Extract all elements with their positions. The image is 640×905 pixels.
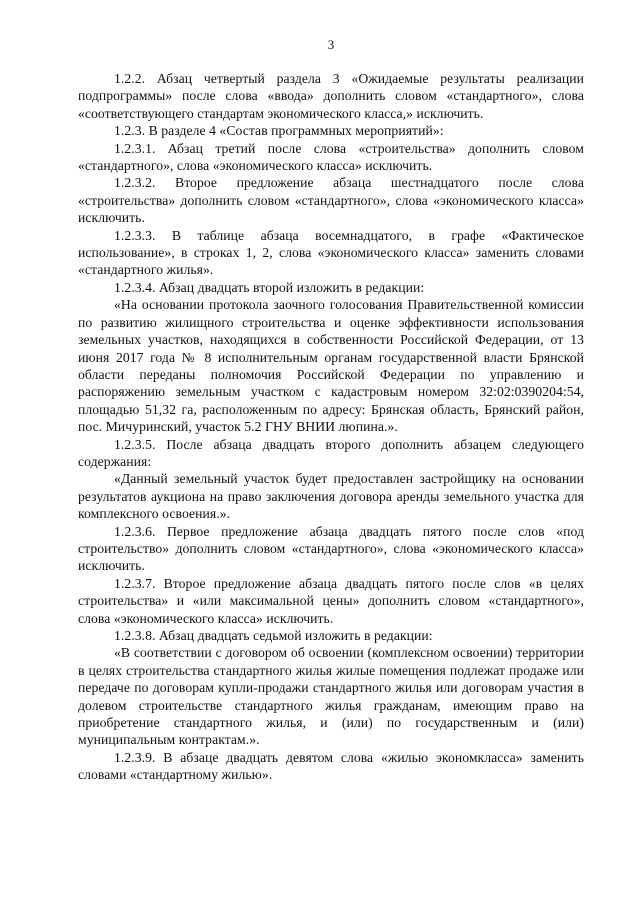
- paragraph-1-2-3-6: 1.2.3.6. Первое предложение абзаца двадцать пятого после слов «под строительство» дополнить словом «стандартного», слова «экономического класса» исключить.: [78, 523, 584, 574]
- paragraph-1-2-3-9: 1.2.3.9. В абзаце двадцать девятом слова «жилью экономкласса» заменить словами «стандартному жилью».: [78, 749, 584, 783]
- page-number: 3: [327, 37, 335, 52]
- paragraph-1-2-3-4: 1.2.3.4. Абзац двадцать второй изложить в редакции:: [114, 279, 425, 295]
- quoted-paragraph-new: «Данный земельный участок будет предоставлен застройщику на основании результатов аукциона на право заключения договора аренды земельного участка для комплексного освоения.».: [78, 471, 584, 522]
- quoted-paragraph-27: «В соответствии с договором об освоении (комплексном освоении) территории в целях строительства стандартного жилья жилые помещения подлежат продаже или передаче по договорам купли-продажи стандартного жилья или договорам участия в долевом строительстве стандартного жилья гражданам, имеющим право на приобретение стандартного жилья, и (или) по государственным и (или) муниципальным контрактам.».: [78, 645, 584, 748]
- document-page: [78, 36, 584, 784]
- paragraph-1-2-3-8: 1.2.3.8. Абзац двадцать седьмой изложить в редакции:: [114, 628, 433, 643]
- paragraph-1-2-3-5: 1.2.3.5. После абзаца двадцать второго дополнить абзацем следующего содержания:: [78, 436, 584, 469]
- paragraph-1-2-3: 1.2.3. В разделе 4 «Состав программных мероприятий»:: [114, 123, 444, 139]
- paragraph-1-2-2: 1.2.2. Абзац четвертый раздела 3 «Ожидаемые результаты реализации подпрограммы» после слова «ввода» дополнить словом «стандартного», слова «соответствующего стандартам экономического класса,» исключить.: [78, 71, 584, 121]
- paragraph-1-2-3-2: 1.2.3.2. Второе предложение абзаца шестнадцатого после слова «строительства» дополнить словом «стандартного», слова «экономического класса» исключить.: [78, 175, 584, 226]
- quoted-paragraph-22: «На основании протокола заочного голосования Правительственной комиссии по развитию жилищного строительства и оценке эффективности использования земельных участков, находящихся в собственности Российской Федерации, от 13 июня 2017 года № 8 исполнительным органам государственной власти Брянской области переданы полномочия Российской Федерации по управлению и распоряжению земельным участком с кадастровым номером 32:02:0390204:54, площадью 51,32 га, расположенным по адресу: Брянская область, Брянский район, пос. Мичуринский, участок 5.2 ГНУ ВНИИ люпина.».: [78, 297, 584, 435]
- paragraph-1-2-3-3: 1.2.3.3. В таблице абзаца восемнадцатого, в графе «Фактическое использование», в строках 1, 2, слова «экономического класса» заменить словами «стандартного жилья».: [78, 227, 584, 278]
- paragraph-1-2-3-1: 1.2.3.1. Абзац третий после слова «строительства» дополнить словом «стандартного», слова «экономического класса» исключить.: [78, 140, 584, 174]
- paragraph-1-2-3-7: 1.2.3.7. Второе предложение абзаца двадцать пятого после слов «в целях строительства» и «или максимальной цены» дополнить словом «стандартного», слова «экономического класса» исключить.: [78, 575, 584, 626]
